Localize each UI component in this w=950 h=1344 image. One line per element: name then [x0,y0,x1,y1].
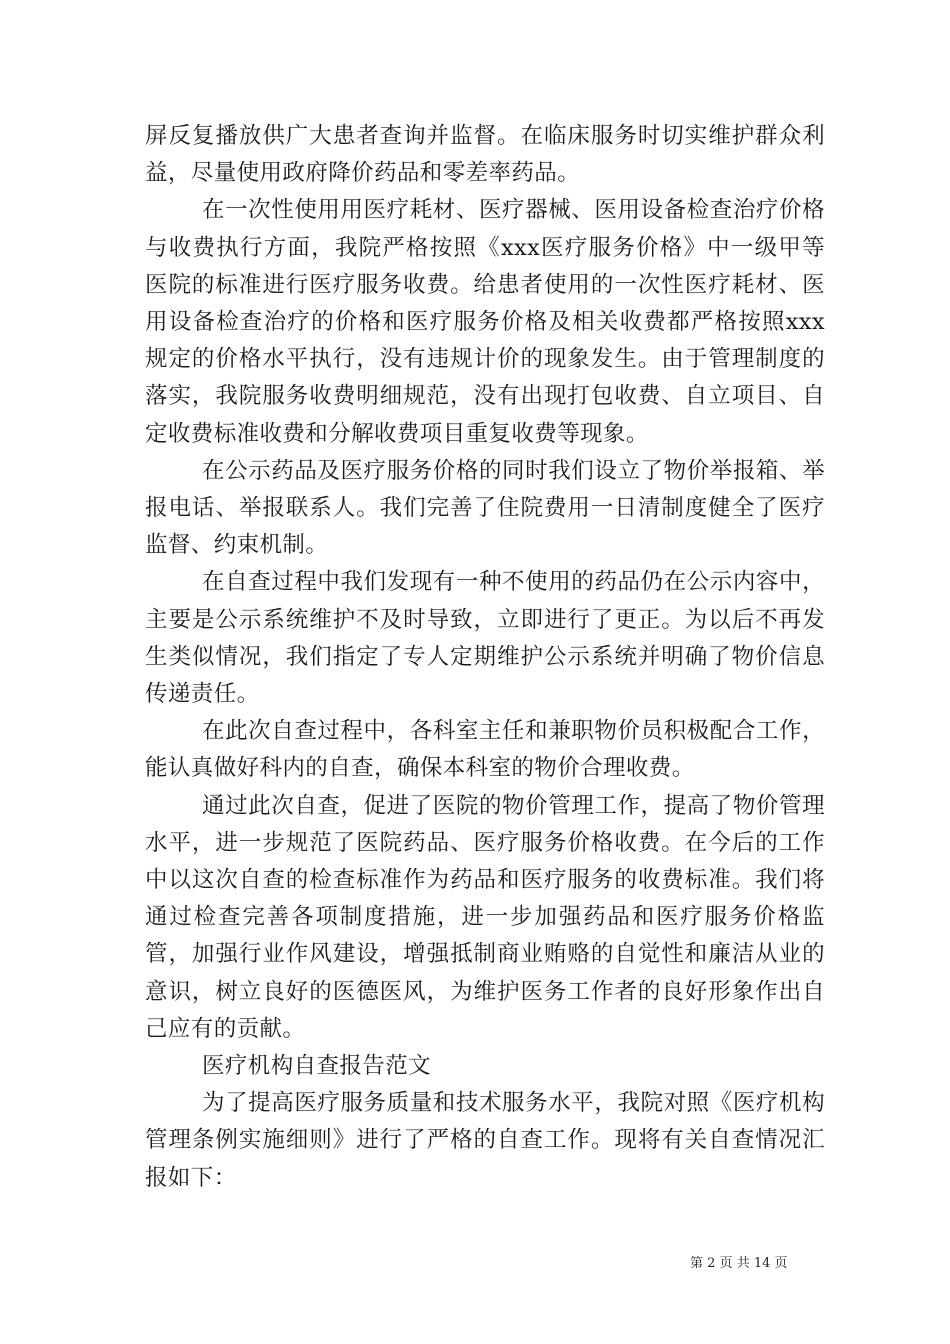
paragraph-7: 为了提高医疗服务质量和技术服务水平，我院对照《医疗机构管理条例实施细则》进行了严格的自查工作。现将有关自查情况汇报如下： [145,1090,825,1191]
paragraph-1: 屏反复播放供广大患者查询并监督。在临床服务时切实维护群众利益，尽量使用政府降价药品和零差率药品。 [145,123,825,187]
footer-middle: 页 共 [719,1256,750,1271]
paragraph-3: 在公示药品及医疗服务价格的同时我们设立了物价举报箱、举报电话、举报联系人。我们完善了住院费用一日清制度健全了医疗监督、约束机制。 [145,457,825,559]
footer-suffix: 页 [774,1256,788,1271]
footer-total-pages: 14 [753,1256,771,1271]
section-heading: 医疗机构自查报告范文 [202,1053,432,1080]
paragraph-4: 在自查过程中我们发现有一种不使用的药品仍在公示内容中，主要是公示系统维护不及时导致，立即进行了更正。为以后不再发生类似情况，我们指定了专人定期维护公示系统并明确了物价信息传递责任。 [145,569,825,708]
paragraph-2: 在一次性使用用医疗耗材、医疗器械、医用设备检查治疗价格与收费执行方面，我院严格按照《xxx医疗服务价格》中一级甲等医院的标准进行医疗服务收费。给患者使用的一次性医疗耗材、医用设备检查治疗的价格和医疗服务价格及相关收费都严格按照xxx规定的价格水平执行，没有违规计价的现象发生。由于管理制度的落实，我院服务收费明细规范，没有出现打包收费、自立项目、自定收费标准收费和分解收费项目重复收费等现象。 [145,197,825,447]
paragraph-6: 通过此次自查，促进了医院的物价管理工作，提高了物价管理水平，进一步规范了医院药品、医疗服务价格收费。在今后的工作中以这次自查的检查标准作为药品和医疗服务的收费标准。我们将通过检查完善各项制度措施，进一步加强药品和医疗服务价格监管，加强行业作风建设，增强抵制商业贿赂的自觉性和廉洁从业的意识，树立良好的医德医风，为维护医务工作者的良好形象作出自己应有的贡献。 [145,792,825,1042]
paragraph-5: 在此次自查过程中，各科室主任和兼职物价员积极配合工作，能认真做好科内的自查，确保本科室的物价合理收费。 [145,718,825,782]
footer-prefix: 第 [690,1256,704,1271]
footer-current-page: 2 [707,1256,716,1271]
document-body [145,118,825,1197]
page-footer [690,1252,788,1271]
